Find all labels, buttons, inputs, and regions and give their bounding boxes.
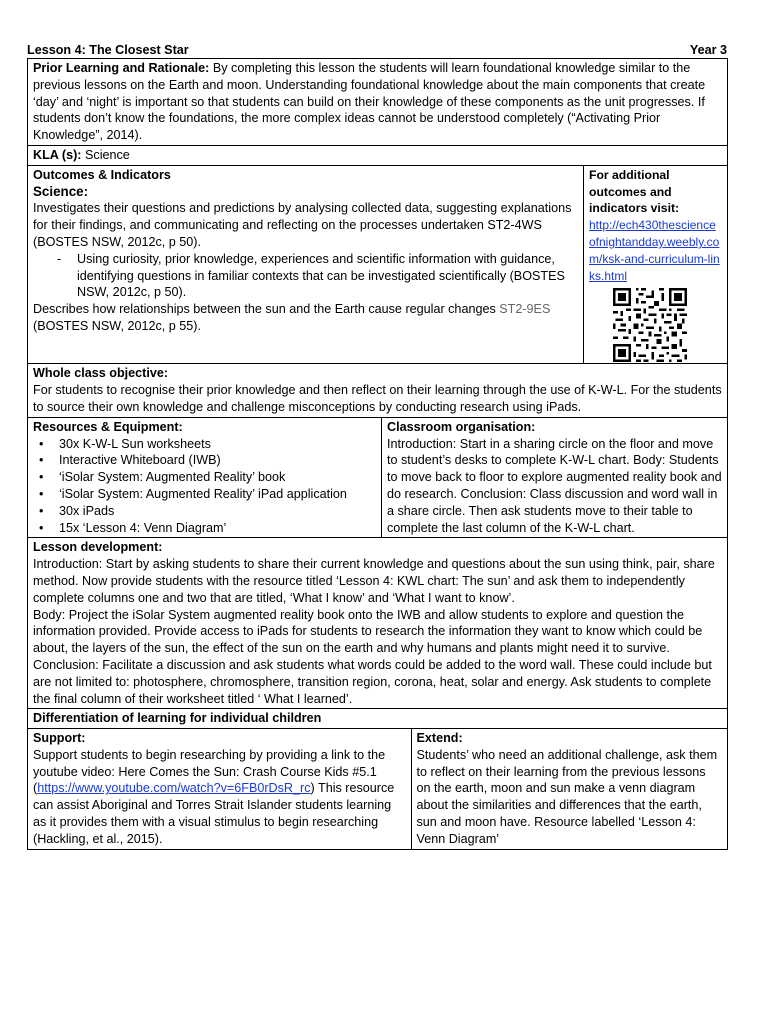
organisation-heading: Classroom organisation: <box>387 419 536 434</box>
list-item: • 30x K-W-L Sun worksheets <box>59 436 376 453</box>
kla-row <box>28 145 728 165</box>
differentiation-row <box>28 729 728 850</box>
objective-row <box>28 364 728 417</box>
list-item: • 15x ‘Lesson 4: Venn Diagram’ <box>59 520 376 537</box>
resources-row <box>28 417 728 538</box>
resources-list <box>33 436 376 537</box>
support-text-start: Support students to begin researching by providing a link to the youtube video: Here Comes the Sun: Crash Course Kids #5.1 ( <box>33 747 386 796</box>
outcome-paragraph-1: Investigates their questions and predictions by analysing collected data, suggesting explanations for their findings, and communicating and reflecting on the processes undertaken ST2-4WS (BOSTES NSW, 2012c, p 50). <box>33 201 572 249</box>
list-item: • ‘iSolar System: Augmented Reality’ iPad application <box>59 486 376 503</box>
support-label: Support: <box>33 731 86 746</box>
resources-heading: Resources & Equipment: <box>33 419 183 434</box>
extend-cell <box>411 729 727 849</box>
development-row <box>28 538 728 709</box>
curriculum-links-url[interactable]: http://ech430thescienceofnightandday.weebly.com/ksk-and-curriculum-links.html <box>589 218 720 283</box>
prior-learning-text: By completing this lesson the students will learn foundational knowledge similar to the previous lessons on the Earth and moon. Understanding foundational knowledge about the main components that create ‘day’ and ‘night’ is important so that students can build on their knowledge of these components as the unit progresses. If students don’t know the foundations, the more complex ideas cannot be understood completely (“Activating Prior Knowledge”, 2014). <box>33 61 706 143</box>
lesson-plan-page <box>27 42 727 850</box>
support-text <box>33 747 406 848</box>
indicator-dash-item: - Using curiosity, prior knowledge, experiences and scientific information with guidance, identifying questions in familiar contexts that can be investigated scientifically (BOSTES NSW, 2012c, p 50). <box>33 251 578 301</box>
kla-label: KLA (s): <box>33 147 82 162</box>
qr-code-icon <box>613 288 687 362</box>
youtube-video-link[interactable]: https://www.youtube.com/watch?v=6FB0rDsR_rc <box>37 781 311 796</box>
outcome-2-code: ST2-9ES <box>499 302 551 317</box>
outcomes-heading: Outcomes & Indicators <box>33 167 171 182</box>
prior-learning-cell <box>28 59 728 146</box>
prior-learning-label: Prior Learning and Rationale: <box>33 61 210 75</box>
development-body: Body: Project the iSolar System augmented reality book onto the IWB and allow students to explore and question the information provided. Provide access to iPads for students to research the information they want to know which could be about, the layers of the sun, the effect of the sun on the earth and why humans and plants might need it to survive. <box>33 607 703 656</box>
organisation-cell <box>382 417 728 538</box>
development-conclusion: Conclusion: Facilitate a discussion and ask students what words could be added to the word wall. These could include but are not limited to: photosphere, chromosphere, transition region, corona, heat, solar and energy. Ask students to complete the final column of their worksheet titled ‘ What I learned’. <box>33 657 712 706</box>
lesson-plan-table <box>27 58 728 850</box>
extend-label: Extend: <box>416 731 463 746</box>
resources-cell <box>28 417 382 538</box>
outcome-2-text: Describes how relationships between the sun and the Earth cause regular changes <box>33 302 500 317</box>
list-item: • Interactive Whiteboard (IWB) <box>59 452 376 469</box>
prior-learning-row <box>28 59 728 146</box>
kla-value: Science <box>81 147 130 162</box>
extend-text: Students’ who need an additional challenge, ask them to reflect on their learning from the previous lessons on the earth, moon and sun make a venn diagram about the similarities and differences that the earth, sun and moon have. Resource labelled ‘Lesson 4: Venn Diagram’ <box>416 747 718 846</box>
differentiation-heading-cell <box>28 709 728 729</box>
outcomes-row <box>28 165 728 364</box>
list-item: • ‘iSolar System: Augmented Reality’ book <box>59 469 376 486</box>
outcomes-cell <box>28 165 584 364</box>
objective-text: For students to recognise their prior knowledge and then reflect on their learning through the use of K-W-L. For the students to source their own knowledge and challenge misconceptions by conducting research using iPads. <box>33 383 722 414</box>
objective-heading: Whole class objective: <box>33 366 169 381</box>
differentiation-heading-row <box>28 709 728 729</box>
support-cell <box>28 729 411 849</box>
outcome-2-citation: (BOSTES NSW, 2012c, p 55). <box>33 318 201 333</box>
outcome-paragraph-2 <box>33 301 578 335</box>
development-intro: Introduction: Start by asking students to share their current knowledge and questions about the sun using think, pair, share method. Now provide students with the resource titled ‘Lesson 4: KWL chart: The sun’ and ask them to independently complete columns one and two that are titled, ‘What I know’ and ‘What I want to know’. <box>33 557 715 605</box>
lesson-title: Lesson 4: The Closest Star <box>27 43 189 57</box>
science-subheading: Science: <box>33 183 89 199</box>
document-header <box>27 42 727 58</box>
organisation-text: Introduction: Start in a sharing circle on the floor and move to student’s desks to complete K-W-L chart. Body: Students to move back to floor to explore augmented reality book and do research. Conclusion: Class discussion and word wall in a share circle. Then ask students move to their table to complete the last column of the K-W-L chart. <box>387 436 722 535</box>
additional-outcomes-cell <box>584 165 728 364</box>
development-cell <box>28 538 728 709</box>
support-text-end: ) This resource can assist Aboriginal and Torres Strait Islander students learning as it provides them with a visual stimulus to begin researching (Hackling, et al., 2015). <box>33 781 395 846</box>
objective-cell <box>28 364 728 417</box>
additional-outcomes-label: For additional outcomes and indicators visit: <box>589 167 680 216</box>
kla-cell <box>28 145 728 165</box>
list-item: • 30x iPads <box>59 503 376 520</box>
development-heading: Lesson development: <box>33 540 163 555</box>
year-label: Year 3 <box>689 43 727 57</box>
differentiation-heading: Differentiation of learning for individual children <box>33 711 322 726</box>
